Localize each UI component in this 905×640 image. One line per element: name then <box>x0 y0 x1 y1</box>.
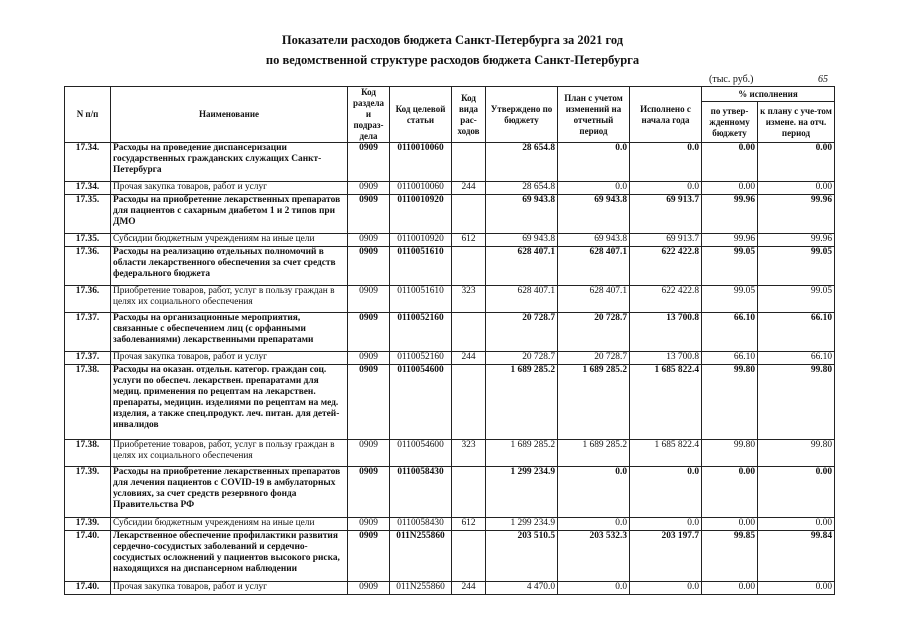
row-pct-plan: 99.96 <box>758 234 835 247</box>
row-number: 17.38. <box>65 365 111 440</box>
row-number: 17.40. <box>65 531 111 582</box>
row-pct-plan: 99.05 <box>758 286 835 313</box>
row-approved: 28 654.8 <box>486 143 558 182</box>
report-title: Показатели расходов бюджета Санкт-Петербурга за 2021 год <box>281 33 624 47</box>
table-body <box>65 143 835 595</box>
row-approved: 203 510.5 <box>486 531 558 582</box>
table-row <box>65 582 835 595</box>
row-name: Прочая закупка товаров, работ и услуг <box>111 582 348 595</box>
row-expense-type: 323 <box>452 286 486 313</box>
row-section-code: 0909 <box>348 286 390 313</box>
row-pct-plan: 0.00 <box>758 582 835 595</box>
table-row <box>65 365 835 440</box>
row-pct-approved: 99.96 <box>702 195 758 234</box>
row-target-code: 0110058430 <box>390 518 452 531</box>
row-executed: 622 422.8 <box>630 286 702 313</box>
row-plan: 69 943.8 <box>558 195 630 234</box>
row-plan: 628 407.1 <box>558 247 630 286</box>
row-expense-type <box>452 195 486 234</box>
row-target-code: 0110051610 <box>390 247 452 286</box>
row-name: Расходы на оказан. отдельн. категор. граждан соц. услуги по обеспеч. лекарствен. препаратами для медиц. применения по рецептам на лекарствен. препараты, медицин. изделиями по рецептам на мед. изделия, а также спец.продукт. леч. питан. для детей-инвалидов <box>111 365 348 440</box>
col-header-executed: Исполнено с начала года <box>630 87 702 143</box>
row-plan: 20 728.7 <box>558 352 630 365</box>
row-expense-type <box>452 467 486 518</box>
row-section-code: 0909 <box>348 234 390 247</box>
row-pct-approved: 99.85 <box>702 531 758 582</box>
row-target-code: 0110010920 <box>390 234 452 247</box>
row-pct-approved: 66.10 <box>702 313 758 352</box>
row-number: 17.40. <box>65 582 111 595</box>
row-number: 17.37. <box>65 313 111 352</box>
row-section-code: 0909 <box>348 531 390 582</box>
row-name: Расходы на организационные мероприятия, связанные с обеспечением лиц (с орфанными заболеваниями) лекарственными препаратами <box>111 313 348 352</box>
row-number: 17.39. <box>65 518 111 531</box>
row-pct-plan: 0.00 <box>758 143 835 182</box>
row-pct-approved: 0.00 <box>702 182 758 195</box>
row-pct-approved: 99.80 <box>702 365 758 440</box>
row-executed: 622 422.8 <box>630 247 702 286</box>
row-section-code: 0909 <box>348 518 390 531</box>
row-pct-approved: 99.96 <box>702 234 758 247</box>
row-pct-plan: 66.10 <box>758 352 835 365</box>
table-row <box>65 195 835 234</box>
col-header-num: N п/п <box>65 87 111 143</box>
row-number: 17.34. <box>65 143 111 182</box>
row-approved: 28 654.8 <box>486 182 558 195</box>
row-pct-plan: 0.00 <box>758 182 835 195</box>
row-executed: 0.0 <box>630 182 702 195</box>
row-pct-approved: 99.05 <box>702 286 758 313</box>
col-header-section: Код раздела и подраз-дела <box>348 87 390 143</box>
row-approved: 628 407.1 <box>486 247 558 286</box>
row-target-code: 0110010920 <box>390 195 452 234</box>
row-pct-plan: 66.10 <box>758 313 835 352</box>
row-expense-type: 612 <box>452 518 486 531</box>
row-pct-plan: 99.80 <box>758 440 835 467</box>
row-plan: 203 532.3 <box>558 531 630 582</box>
row-name: Субсидии бюджетным учреждениям на иные цели <box>111 518 348 531</box>
row-target-code: 0110058430 <box>390 467 452 518</box>
col-header-pct-approved: по утвер-жденному бюджету <box>702 102 758 143</box>
row-plan: 1 689 285.2 <box>558 440 630 467</box>
row-executed: 1 685 822.4 <box>630 440 702 467</box>
col-header-approved: Утверждено по бюджету <box>486 87 558 143</box>
row-expense-type <box>452 313 486 352</box>
table-row <box>65 352 835 365</box>
table-row <box>65 234 835 247</box>
row-pct-approved: 99.05 <box>702 247 758 286</box>
row-plan: 20 728.7 <box>558 313 630 352</box>
row-section-code: 0909 <box>348 313 390 352</box>
row-pct-approved: 99.80 <box>702 440 758 467</box>
row-target-code: 011N255860 <box>390 582 452 595</box>
row-section-code: 0909 <box>348 467 390 518</box>
row-target-code: 0110010060 <box>390 143 452 182</box>
row-number: 17.37. <box>65 352 111 365</box>
row-executed: 13 700.8 <box>630 352 702 365</box>
row-pct-plan: 0.00 <box>758 518 835 531</box>
table-row <box>65 182 835 195</box>
row-approved: 4 470.0 <box>486 582 558 595</box>
row-section-code: 0909 <box>348 582 390 595</box>
table-row <box>65 518 835 531</box>
row-section-code: 0909 <box>348 365 390 440</box>
row-expense-type <box>452 143 486 182</box>
row-number: 17.36. <box>65 286 111 313</box>
table-row <box>65 531 835 582</box>
table-row <box>65 313 835 352</box>
col-header-name: Наименование <box>111 87 348 143</box>
row-section-code: 0909 <box>348 182 390 195</box>
table-row <box>65 440 835 467</box>
row-section-code: 0909 <box>348 352 390 365</box>
row-name: Прочая закупка товаров, работ и услуг <box>111 182 348 195</box>
row-approved: 1 689 285.2 <box>486 440 558 467</box>
row-expense-type: 244 <box>452 582 486 595</box>
col-header-type: Код вида рас-ходов <box>452 87 486 143</box>
row-executed: 0.0 <box>630 582 702 595</box>
row-plan: 1 689 285.2 <box>558 365 630 440</box>
row-pct-approved: 0.00 <box>702 143 758 182</box>
table-row <box>65 247 835 286</box>
row-plan: 69 943.8 <box>558 234 630 247</box>
row-name: Приобретение товаров, работ, услуг в пользу граждан в целях их социального обеспечения <box>111 286 348 313</box>
row-pct-plan: 99.84 <box>758 531 835 582</box>
row-executed: 13 700.8 <box>630 313 702 352</box>
row-executed: 1 685 822.4 <box>630 365 702 440</box>
row-pct-approved: 66.10 <box>702 352 758 365</box>
row-executed: 0.0 <box>630 467 702 518</box>
col-header-plan: План с учетом изменений на отчетный период <box>558 87 630 143</box>
row-expense-type <box>452 365 486 440</box>
row-section-code: 0909 <box>348 143 390 182</box>
row-plan: 628 407.1 <box>558 286 630 313</box>
row-executed: 203 197.7 <box>630 531 702 582</box>
row-approved: 628 407.1 <box>486 286 558 313</box>
row-approved: 69 943.8 <box>486 195 558 234</box>
row-target-code: 011N255860 <box>390 531 452 582</box>
row-expense-type <box>452 531 486 582</box>
row-name: Приобретение товаров, работ, услуг в пользу граждан в целях их социального обеспечения <box>111 440 348 467</box>
row-expense-type: 244 <box>452 352 486 365</box>
row-expense-type: 323 <box>452 440 486 467</box>
row-number: 17.35. <box>65 234 111 247</box>
row-executed: 69 913.7 <box>630 234 702 247</box>
row-number: 17.35. <box>65 195 111 234</box>
row-executed: 69 913.7 <box>630 195 702 234</box>
row-pct-plan: 0.00 <box>758 467 835 518</box>
row-pct-approved: 0.00 <box>702 467 758 518</box>
row-name: Субсидии бюджетным учреждениям на иные цели <box>111 234 348 247</box>
row-name: Лекарственное обеспечение профилактики развития сердечно-сосудистых заболеваний и сердечно-сосудистых осложнений у пациентов высокого риска, находящихся на диспансерном наблюдении <box>111 531 348 582</box>
row-pct-approved: 0.00 <box>702 518 758 531</box>
row-number: 17.34. <box>65 182 111 195</box>
row-pct-approved: 0.00 <box>702 582 758 595</box>
row-target-code: 0110051610 <box>390 286 452 313</box>
row-expense-type: 244 <box>452 182 486 195</box>
col-header-percent-group: % исполнения <box>702 87 835 102</box>
page-number: 65 <box>818 74 828 85</box>
row-approved: 20 728.7 <box>486 313 558 352</box>
row-target-code: 0110052160 <box>390 352 452 365</box>
row-approved: 20 728.7 <box>486 352 558 365</box>
row-target-code: 0110010060 <box>390 182 452 195</box>
row-expense-type: 612 <box>452 234 486 247</box>
units-label: (тыс. руб.) <box>709 74 754 85</box>
row-section-code: 0909 <box>348 247 390 286</box>
row-approved: 1 689 285.2 <box>486 365 558 440</box>
row-plan: 0.0 <box>558 582 630 595</box>
row-executed: 0.0 <box>630 518 702 531</box>
row-target-code: 0110054600 <box>390 440 452 467</box>
report-subtitle: по ведомственной структуре расходов бюджета Санкт-Петербурга <box>265 53 640 67</box>
row-name: Расходы на приобретение лекарственных препаратов для пациентов с сахарным диабетом 1 и 2 типов при ДМО <box>111 195 348 234</box>
row-section-code: 0909 <box>348 440 390 467</box>
row-approved: 1 299 234.9 <box>486 467 558 518</box>
row-approved: 69 943.8 <box>486 234 558 247</box>
row-plan: 0.0 <box>558 518 630 531</box>
table-row <box>65 467 835 518</box>
table-row <box>65 286 835 313</box>
row-section-code: 0909 <box>348 195 390 234</box>
row-number: 17.38. <box>65 440 111 467</box>
row-approved: 1 299 234.9 <box>486 518 558 531</box>
row-executed: 0.0 <box>630 143 702 182</box>
col-header-pct-plan: к плану с уче-том измене. на отч. период <box>758 102 835 143</box>
row-pct-plan: 99.05 <box>758 247 835 286</box>
row-plan: 0.0 <box>558 467 630 518</box>
row-name: Расходы на приобретение лекарственных препаратов для лечения пациентов с COVID-19 в амбулаторных условиях, за счет средств резервного фонда Правительства РФ <box>111 467 348 518</box>
row-name: Расходы на реализацию отдельных полномочий в области лекарственного обеспечения за счет средств федерального бюджета <box>111 247 348 286</box>
row-pct-plan: 99.96 <box>758 195 835 234</box>
row-expense-type <box>452 247 486 286</box>
row-pct-plan: 99.80 <box>758 365 835 440</box>
row-number: 17.39. <box>65 467 111 518</box>
row-number: 17.36. <box>65 247 111 286</box>
row-target-code: 0110054600 <box>390 365 452 440</box>
col-header-target: Код целевой статьи <box>390 87 452 143</box>
row-plan: 0.0 <box>558 143 630 182</box>
row-name: Расходы на проведение диспансеризации государственных гражданских служащих Санкт-Петербурга <box>111 143 348 182</box>
row-name: Прочая закупка товаров, работ и услуг <box>111 352 348 365</box>
budget-table <box>64 86 835 595</box>
row-plan: 0.0 <box>558 182 630 195</box>
table-row <box>65 143 835 182</box>
row-target-code: 0110052160 <box>390 313 452 352</box>
